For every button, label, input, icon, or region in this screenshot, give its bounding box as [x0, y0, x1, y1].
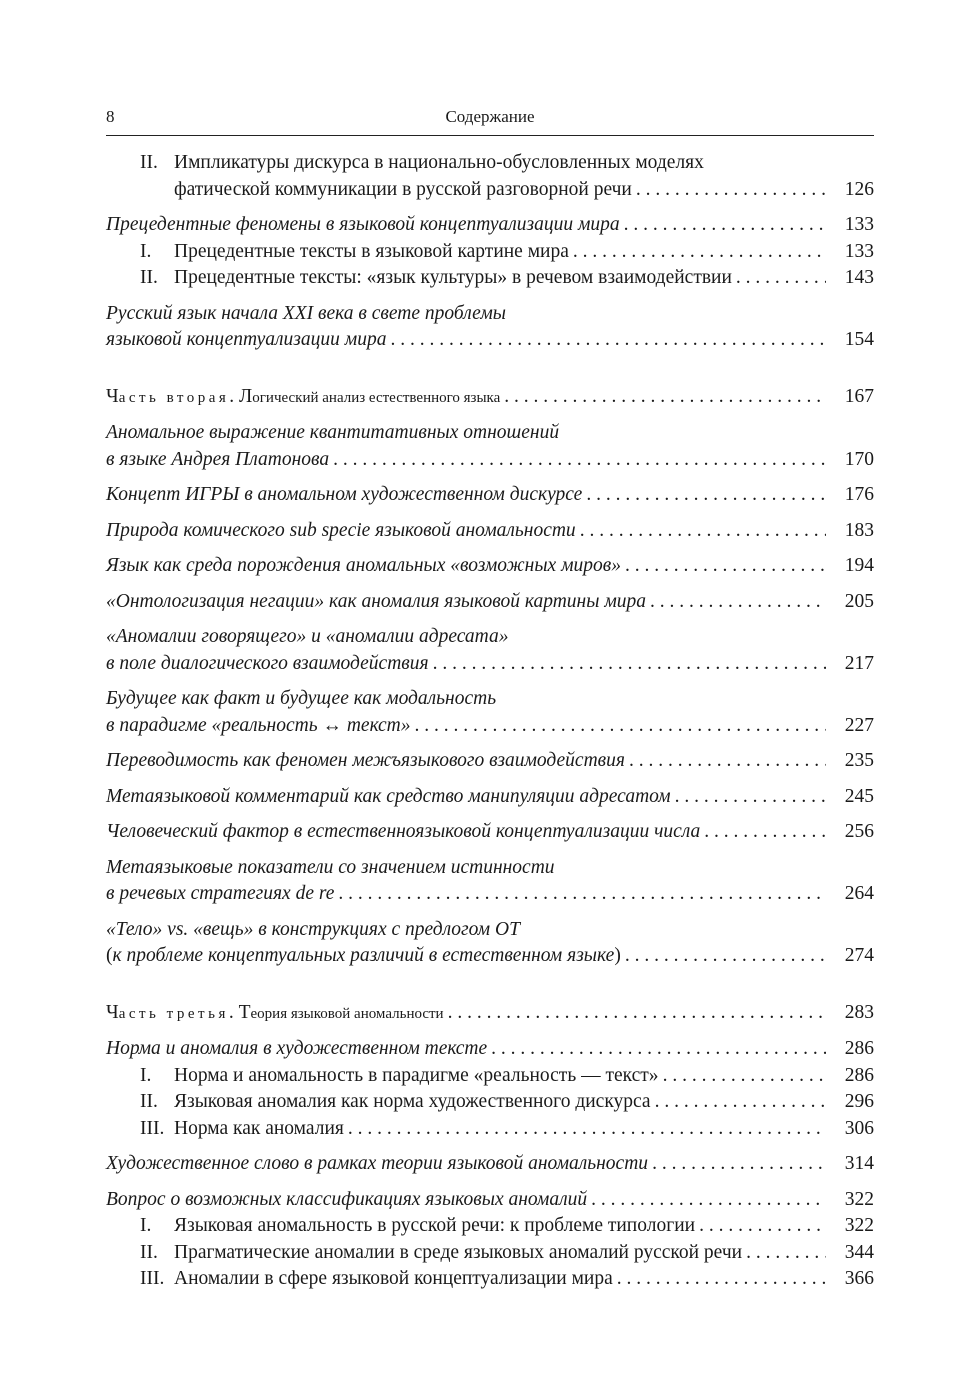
- dot-leader: [573, 239, 826, 266]
- toc-entry-title-cont: фатической коммуникации в русской разговорной речи: [174, 178, 632, 200]
- toc-page-number: 296: [844, 1091, 874, 1112]
- toc-page-number: 306: [844, 1117, 874, 1139]
- toc-entry: [106, 624, 874, 677]
- toc-entry-title: «Тело» vs. «вещь» в конструкциях с предлогом ОТ: [106, 918, 520, 940]
- dot-leader: [586, 482, 826, 509]
- toc-entry: [106, 1116, 874, 1143]
- toc-entry-title-cont: языковой концептуализации мира: [106, 329, 387, 350]
- toc-page-number: 176: [844, 484, 874, 505]
- toc-page-number: 344: [844, 1241, 874, 1263]
- toc-page-number: 322: [844, 1215, 874, 1236]
- toc-entry-title: Прецедентные тексты в языковой картине мира: [174, 240, 569, 262]
- toc-entry-number: II.: [140, 1241, 158, 1263]
- toc-entry: [106, 917, 874, 970]
- toc-entry-title: Вопрос о возможных классификациях языковых аномалий: [106, 1188, 588, 1210]
- toc-entry-title: Переводимость как феномен межъязыкового взаимодействия: [106, 750, 625, 771]
- toc-entry-title: Аномальное выражение квантитативных отношений: [106, 422, 560, 443]
- toc-entry: [106, 748, 874, 775]
- toc-entry-title: «Аномалии говорящего» и «аномалии адресата»: [106, 626, 509, 647]
- toc-page-number: 133: [844, 240, 874, 262]
- toc-entry-title: Языковая аномальность в русской речи: к проблеме типологии: [174, 1215, 696, 1236]
- toc-page-number: 274: [844, 945, 874, 966]
- toc-entry-number: I.: [140, 1064, 152, 1086]
- toc-entry-title-cont: в языке Андрея Платонова: [106, 448, 330, 470]
- toc-entry-title: Норма и аномалия в художественном тексте: [106, 1038, 488, 1059]
- toc-part-heading: [106, 384, 874, 412]
- toc-entry-title: Человеческий фактор в естественноязыковой концептуализации числа: [106, 821, 701, 842]
- toc-entry-title: Языковая аномалия как норма художественного дискурса: [174, 1091, 651, 1112]
- toc-page-number: 264: [844, 883, 874, 904]
- toc-page-number: 283: [844, 1001, 874, 1023]
- toc-entry: [106, 212, 874, 239]
- dot-leader: [663, 1063, 826, 1090]
- toc-entry: [106, 239, 874, 266]
- toc-entry: [106, 420, 874, 473]
- toc-page-number: 227: [844, 714, 874, 736]
- dot-leader: [580, 518, 826, 545]
- toc-entry-title-cont: в речевых стратегиях de re: [106, 883, 335, 904]
- dot-leader: [448, 1000, 826, 1027]
- dot-leader: [348, 1116, 826, 1143]
- dot-leader: [736, 265, 826, 292]
- toc-entry-title: Аномалии в сфере языковой концептуализации мира: [174, 1268, 613, 1289]
- toc-entry: [106, 1266, 874, 1293]
- toc-entry: [106, 819, 874, 846]
- toc-entry-title: Прецедентные феномены в языковой концептуализации мира: [106, 214, 620, 235]
- toc-entry: [106, 1151, 874, 1178]
- toc-page-number: 366: [844, 1268, 874, 1289]
- header-page-number: 8: [106, 107, 115, 126]
- running-header: [106, 105, 874, 136]
- toc-page-number: 167: [844, 385, 874, 407]
- toc-entry: [106, 265, 874, 292]
- toc-entry-number: III.: [140, 1268, 165, 1289]
- toc-entry: [106, 1240, 874, 1267]
- toc-entry-title: Импликатуры дискурса в национально-обусловленных моделях: [174, 152, 704, 173]
- toc-page-number: 133: [844, 214, 874, 235]
- dot-leader: [491, 1036, 826, 1063]
- dot-leader: [650, 589, 826, 616]
- toc-entry: [106, 855, 874, 908]
- dot-leader: [636, 177, 826, 204]
- toc-entry: [106, 1089, 874, 1116]
- dot-leader: [414, 713, 826, 740]
- toc-page-number: 170: [844, 448, 874, 470]
- toc-entry-number: II.: [140, 1091, 158, 1112]
- dot-leader: [625, 943, 826, 970]
- dot-leader: [629, 748, 826, 775]
- toc-entry: [106, 482, 874, 509]
- toc-entry-title: Метаязыковой комментарий как средство манипуляции адресатом: [106, 785, 671, 807]
- toc-page-number: 217: [844, 652, 874, 674]
- header-title: Содержание: [445, 107, 535, 126]
- dot-leader: [591, 1187, 826, 1214]
- dot-leader: [433, 651, 826, 678]
- toc-entry: [106, 553, 874, 580]
- toc-page-number: 256: [844, 821, 874, 842]
- dot-leader: [675, 784, 826, 811]
- toc-entry-title: Прецедентные тексты: «язык культуры» в речевом взаимодействии: [174, 267, 732, 288]
- toc-page-number: 126: [844, 178, 874, 200]
- toc-page-number: 143: [844, 267, 874, 288]
- dot-leader: [699, 1213, 826, 1240]
- dot-leader: [655, 1089, 826, 1116]
- toc-page-number: 235: [844, 750, 874, 771]
- toc-entry-title: Русский язык начала XXI века в свете проблемы: [106, 302, 506, 324]
- toc-entry-title-cont: в поле диалогического взаимодействия: [106, 652, 429, 674]
- toc-page-number: 322: [844, 1188, 874, 1210]
- part-heading-text: Часть вторая. Логический анализ естественного языка: [106, 385, 501, 407]
- dot-leader: [504, 384, 826, 411]
- dot-leader: [333, 447, 826, 474]
- toc-entry-title: Прагматические аномалии в среде языковых аномалий русской речи: [174, 1241, 743, 1263]
- table-of-contents: [106, 150, 874, 1293]
- toc-entry: [106, 1036, 874, 1063]
- dot-leader: [624, 212, 826, 239]
- toc-entry-title: Природа комического sub specie языковой аномальности: [106, 519, 576, 541]
- toc-entry: [106, 150, 874, 203]
- dot-leader: [625, 553, 826, 580]
- toc-entry-title: Концепт ИГРЫ в аномальном художественном дискурсе: [106, 484, 583, 505]
- dot-leader: [338, 881, 826, 908]
- dot-leader: [652, 1151, 826, 1178]
- toc-entry-number: II.: [140, 152, 158, 173]
- dot-leader: [390, 327, 826, 354]
- toc-entry-number: III.: [140, 1117, 165, 1139]
- toc-entry-title: Язык как среда порождения аномальных «возможных миров»: [106, 555, 621, 576]
- toc-entry-number: II.: [140, 267, 158, 288]
- dot-leader: [617, 1266, 826, 1293]
- toc-page-number: 154: [844, 329, 874, 350]
- toc-entry-title: Норма и аномальность в парадигме «реальность — текст»: [174, 1064, 659, 1086]
- toc-page-number: 286: [844, 1038, 874, 1059]
- toc-entry-number: I.: [140, 240, 152, 262]
- dot-leader: [704, 819, 826, 846]
- toc-page-number: 205: [844, 590, 874, 612]
- part-heading-text: Часть третья. Теория языковой аномальности: [106, 1001, 444, 1023]
- toc-page-number: 183: [844, 519, 874, 541]
- toc-entry-title: Метаязыковые показатели со значением истинности: [106, 856, 555, 878]
- toc-page-number: 314: [844, 1153, 874, 1174]
- toc-entry-title: Художественное слово в рамках теории языковой аномальности: [106, 1153, 649, 1174]
- toc-entry: [106, 1063, 874, 1090]
- toc-entry: [106, 518, 874, 545]
- toc-entry-title: Норма как аномалия: [174, 1117, 344, 1139]
- toc-entry: [106, 784, 874, 811]
- toc-entry: [106, 686, 874, 739]
- toc-page-number: 286: [844, 1064, 874, 1086]
- toc-entry: [106, 301, 874, 354]
- toc-entry-title: «Онтологизация негации» как аномалия языковой картины мира: [106, 590, 647, 612]
- toc-part-heading: [106, 1000, 874, 1028]
- toc-entry: [106, 589, 874, 616]
- toc-page-number: 194: [844, 555, 874, 576]
- toc-entry: [106, 1187, 874, 1214]
- toc-entry-title-cont: (к проблеме концептуальных различий в естественном языке): [106, 945, 621, 966]
- toc-entry-title: Будущее как факт и будущее как модальность: [106, 688, 497, 709]
- dot-leader: [746, 1240, 826, 1267]
- toc-entry: [106, 1213, 874, 1240]
- toc-entry-number: I.: [140, 1215, 152, 1236]
- toc-page-number: 245: [844, 785, 874, 807]
- toc-entry-title-cont: в парадигме «реальность ↔ текст»: [106, 714, 411, 736]
